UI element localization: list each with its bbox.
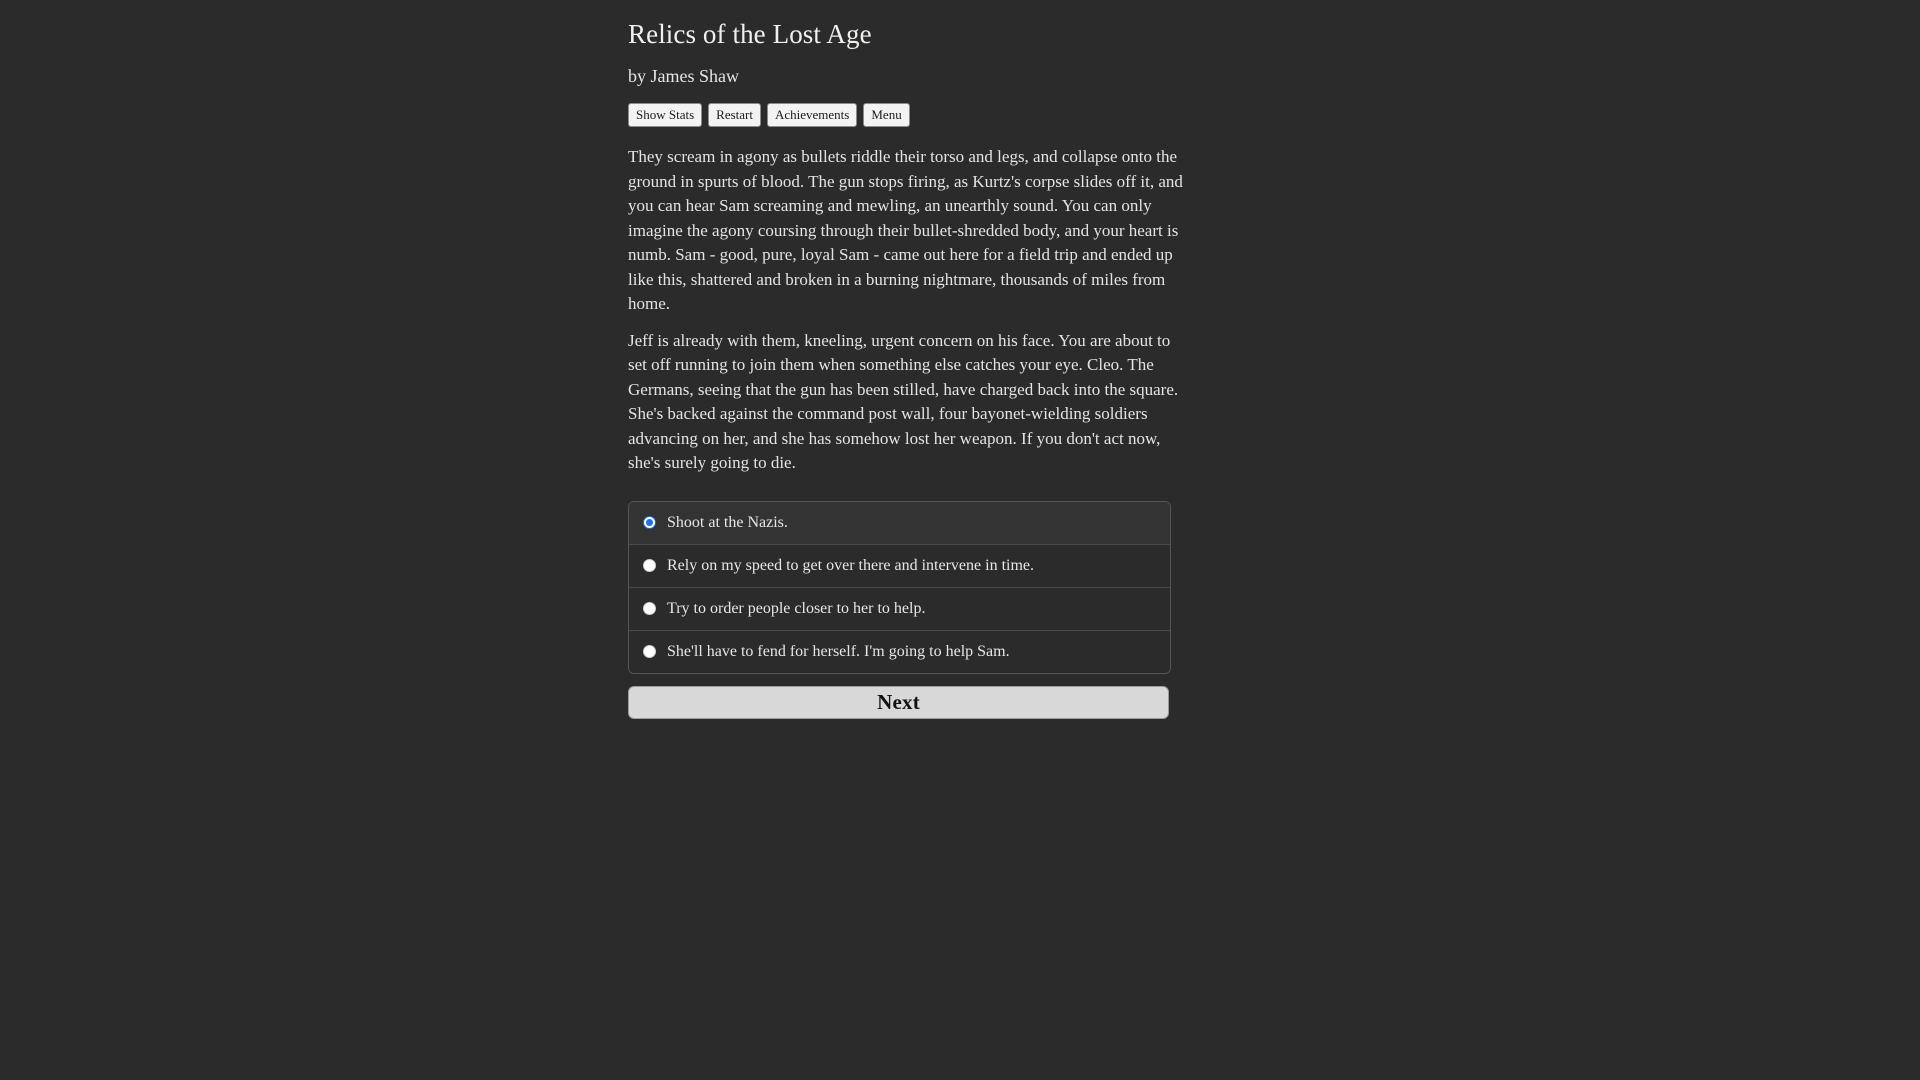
radio-icon[interactable]: [643, 645, 656, 658]
choice-label: Rely on my speed to get over there and intervene in time.: [667, 556, 1034, 574]
page-title: Relics of the Lost Age: [628, 19, 872, 49]
achievements-button[interactable]: Achievements: [767, 103, 857, 127]
choice-label: Shoot at the Nazis.: [667, 513, 788, 531]
toolbar: [628, 87, 1293, 127]
story-paragraph: Jeff is already with them, kneeling, urgent concern on his face. You are about to set off running to join them when something else catches your eye. Cleo. The Germans, seeing that the gun has been stilled, have charged back into the square. She's backed against the command post wall, four bayonet-wielding soldiers advancing on her, and she has somehow lost her weapon. If you don't act now, she's surely going to die.: [628, 330, 1179, 472]
radio-icon[interactable]: [643, 559, 656, 572]
story-text: [628, 127, 1293, 476]
restart-button[interactable]: Restart: [708, 103, 761, 127]
choice-option-4[interactable]: [629, 631, 1170, 673]
radio-icon[interactable]: [643, 516, 656, 529]
game-container: [628, 0, 1293, 719]
choice-label: Try to order people closer to her to help.: [667, 599, 926, 617]
next-button[interactable]: Next: [628, 686, 1169, 719]
choice-option-2[interactable]: [629, 545, 1170, 588]
radio-icon[interactable]: [643, 602, 656, 615]
choice-label: She'll have to fend for herself. I'm going to help Sam.: [667, 643, 1010, 661]
choice-list: [628, 501, 1171, 675]
story-paragraph: They scream in agony as bullets riddle their torso and legs, and collapse onto the ground in spurts of blood. The gun stops firing, as Kurtz's corpse slides off it, and you can hear Sam screaming and mewling, an unearthly sound. You can only imagine the agony coursing through their bullet-shredded body, and your heart is numb. Sam - good, pure, loyal Sam - came out here for a field trip and ended up like this, shattered and broken in a burning nightmare, thousands of miles from home.: [628, 147, 1183, 313]
choice-option-3[interactable]: [629, 588, 1170, 631]
show-stats-button[interactable]: Show Stats: [628, 103, 702, 127]
menu-button[interactable]: Menu: [863, 103, 909, 127]
author-byline: by James Shaw: [628, 66, 739, 86]
choice-option-1[interactable]: [629, 502, 1170, 545]
